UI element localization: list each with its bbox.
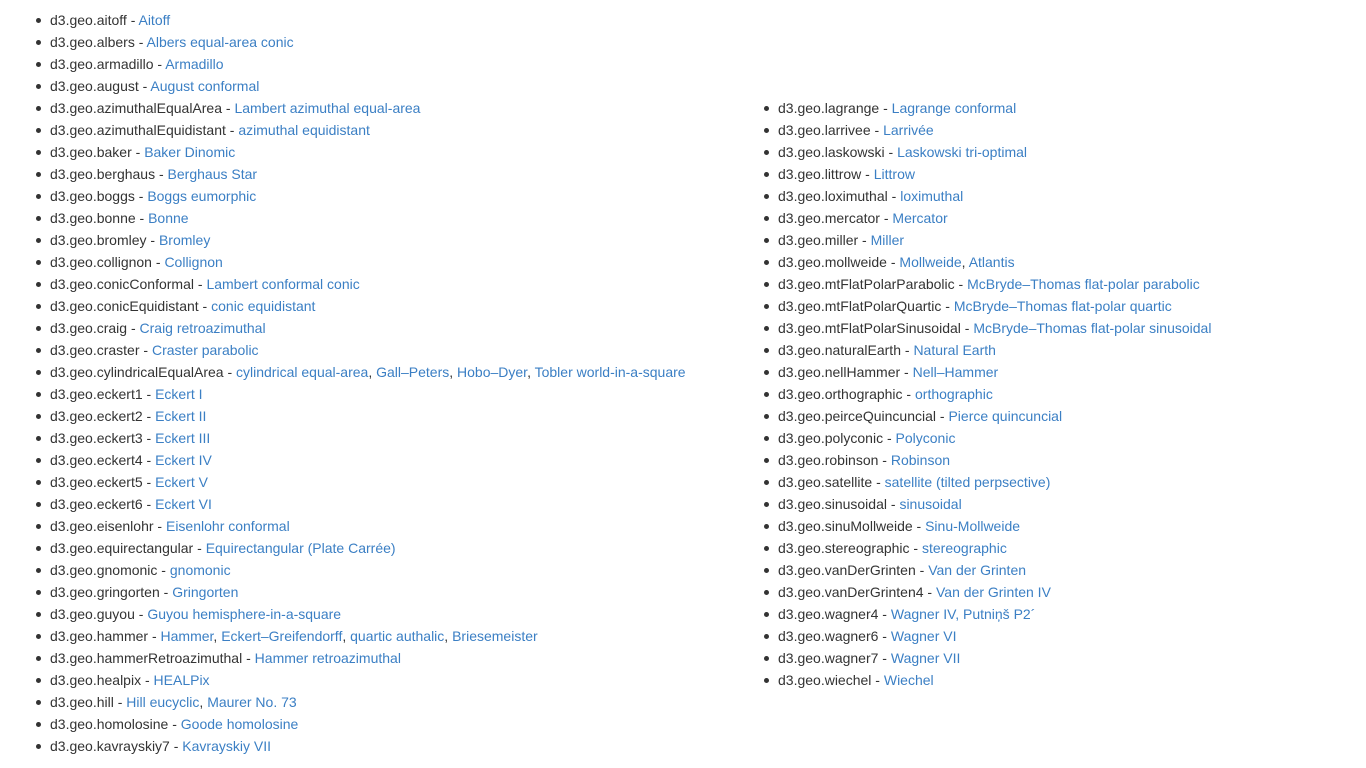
api-name: d3.geo.vanDerGrinten [778,562,916,578]
projection-link[interactable]: Lambert azimuthal equal-area [234,100,421,116]
projection-link[interactable]: Wiechel [883,672,934,688]
list-item: d3.geo.mercator - Mercator [778,207,1211,229]
projection-link[interactable]: Atlantis [968,254,1015,270]
api-name: d3.geo.vanDerGrinten4 [778,584,924,600]
projection-link[interactable]: Mercator [892,210,948,226]
projection-link[interactable]: Lambert conformal conic [206,276,360,292]
list-item: d3.geo.peirceQuincuncial - Pierce quincuncial [778,405,1211,427]
projection-link[interactable]: HEALPix [153,672,210,688]
list-item: d3.geo.lagrange - Lagrange conformal [778,97,1211,119]
api-name: d3.geo.gringorten [50,584,160,600]
api-name: d3.geo.azimuthalEquidistant [50,122,226,138]
projection-link[interactable]: McBryde–Thomas flat-polar parabolic [967,276,1200,292]
list-item: d3.geo.hill - Hill eucyclic, Maurer No. 73 [50,691,686,713]
projection-link[interactable]: Albers equal-area conic [146,34,294,50]
projection-link[interactable]: cylindrical equal-area [236,364,369,380]
projection-link[interactable]: Aitoff [138,12,171,28]
projection-link[interactable]: stereographic [922,540,1007,556]
api-name: d3.geo.eisenlohr [50,518,154,534]
list-item: d3.geo.laskowski - Laskowski tri-optimal [778,141,1211,163]
projection-link[interactable]: Eckert I [155,386,203,402]
list-item: d3.geo.vanDerGrinten4 - Van der Grinten IV [778,581,1211,603]
projection-link[interactable]: Berghaus Star [167,166,258,182]
api-name: d3.geo.mtFlatPolarQuartic [778,298,942,314]
projection-link[interactable]: Eckert V [155,474,208,490]
api-name: d3.geo.littrow [778,166,862,182]
api-name: d3.geo.hammer [50,628,149,644]
api-name: d3.geo.eckert2 [50,408,143,424]
list-item: d3.geo.hammer - Hammer, Eckert–Greifendorff, quartic authalic, Briesemeister [50,625,686,647]
api-name: d3.geo.eckert4 [50,452,143,468]
list-item: d3.geo.littrow - Littrow [778,163,1211,185]
api-name: d3.geo.boggs [50,188,135,204]
api-name: d3.geo.gnomonic [50,562,158,578]
list-item: d3.geo.polyconic - Polyconic [778,427,1211,449]
projection-link[interactable]: Kavrayskiy VII [182,738,271,754]
projection-link[interactable]: Sinu-Mollweide [925,518,1021,534]
list-item: d3.geo.eckert3 - Eckert III [50,427,686,449]
list-item: d3.geo.gnomonic - gnomonic [50,559,686,581]
list-item: d3.geo.bonne - Bonne [50,207,686,229]
projection-link[interactable]: Eckert III [155,430,211,446]
projection-link[interactable]: Bonne [148,210,189,226]
list-item: d3.geo.mtFlatPolarQuartic - McBryde–Thomas flat-polar quartic [778,295,1211,317]
list-item: d3.geo.stereographic - stereographic [778,537,1211,559]
api-name: d3.geo.robinson [778,452,879,468]
projection-link[interactable]: quartic authalic [350,628,445,644]
api-name: d3.geo.naturalEarth [778,342,901,358]
api-name: d3.geo.kavrayskiy7 [50,738,170,754]
list-item: d3.geo.naturalEarth - Natural Earth [778,339,1211,361]
projection-link[interactable]: Laskowski tri-optimal [897,144,1028,160]
list-item: d3.geo.hammerRetroazimuthal - Hammer retroazimuthal [50,647,686,669]
list-item: d3.geo.equirectangular - Equirectangular (Plate Carrée) [50,537,686,559]
projection-link[interactable]: gnomonic [169,562,231,578]
api-name: d3.geo.wagner4 [778,606,879,622]
list-item: d3.geo.wiechel - Wiechel [778,669,1211,691]
list-item: d3.geo.bromley - Bromley [50,229,686,251]
projection-link[interactable]: August conformal [150,78,260,94]
list-item: d3.geo.sinusoidal - sinusoidal [778,493,1211,515]
api-name: d3.geo.mtFlatPolarParabolic [778,276,955,292]
projection-link[interactable]: Goode homolosine [180,716,299,732]
projection-link[interactable]: Collignon [164,254,223,270]
list-item: d3.geo.craig - Craig retroazimuthal [50,317,686,339]
list-item: d3.geo.cylindricalEqualArea - cylindrical equal-area, Gall–Peters, Hobo–Dyer, Tobler world-in-a-square [50,361,686,383]
projection-link[interactable]: Baker Dinomic [144,144,236,160]
projection-link[interactable]: Pierce quincuncial [948,408,1063,424]
projection-link[interactable]: Van der Grinten [928,562,1027,578]
projection-link[interactable]: Robinson [890,452,951,468]
list-item: d3.geo.armadillo - Armadillo [50,53,686,75]
projection-link[interactable]: Eckert IV [155,452,212,468]
list-item: d3.geo.eckert6 - Eckert VI [50,493,686,515]
projection-list-right [778,97,1211,691]
api-name: d3.geo.equirectangular [50,540,194,556]
projection-link[interactable]: Wagner VI [890,628,957,644]
api-name: d3.geo.lagrange [778,100,880,116]
list-item: d3.geo.wagner6 - Wagner VI [778,625,1211,647]
api-name: d3.geo.eckert5 [50,474,143,490]
list-item: d3.geo.sinuMollweide - Sinu-Mollweide [778,515,1211,537]
projection-link[interactable]: Guyou hemisphere-in-a-square [147,606,342,622]
projection-link[interactable]: McBryde–Thomas flat-polar sinusoidal [973,320,1212,336]
api-name: d3.geo.mtFlatPolarSinusoidal [778,320,961,336]
list-item: d3.geo.mollweide - Mollweide, Atlantis [778,251,1211,273]
projection-link[interactable]: Nell–Hammer [912,364,999,380]
api-name: d3.geo.craig [50,320,128,336]
projection-link[interactable]: Eckert VI [155,496,212,512]
list-item: d3.geo.baker - Baker Dinomic [50,141,686,163]
list-item: d3.geo.eckert2 - Eckert II [50,405,686,427]
projection-link[interactable]: Gall–Peters [376,364,450,380]
projection-link[interactable]: Miller [870,232,905,248]
projection-link[interactable]: Wagner VII [890,650,961,666]
api-name: d3.geo.hammerRetroazimuthal [50,650,243,666]
projection-link[interactable]: Hammer [160,628,214,644]
api-name: d3.geo.stereographic [778,540,910,556]
list-item: d3.geo.azimuthalEqualArea - Lambert azimuthal equal-area [50,97,686,119]
api-name: d3.geo.eckert1 [50,386,143,402]
api-name: d3.geo.hill [50,694,114,710]
projection-link[interactable]: Tobler world-in-a-square [534,364,686,380]
projection-link[interactable]: satellite (tilted perpsective) [884,474,1051,490]
list-item: d3.geo.gringorten - Gringorten [50,581,686,603]
list-item: d3.geo.albers - Albers equal-area conic [50,31,686,53]
list-item: d3.geo.berghaus - Berghaus Star [50,163,686,185]
api-name: d3.geo.mollweide [778,254,887,270]
api-name: d3.geo.homolosine [50,716,169,732]
list-item: d3.geo.loximuthal - loximuthal [778,185,1211,207]
api-name: d3.geo.sinusoidal [778,496,887,512]
api-name: d3.geo.guyou [50,606,135,622]
projection-link[interactable]: Mollweide [899,254,962,270]
api-name: d3.geo.laskowski [778,144,885,160]
list-item: d3.geo.eisenlohr - Eisenlohr conformal [50,515,686,537]
projection-link[interactable]: Gringorten [172,584,239,600]
list-item: d3.geo.conicEquidistant - conic equidistant [50,295,686,317]
projection-link[interactable]: Wagner IV, Putniņš P2´ [890,606,1036,622]
projection-link[interactable]: Maurer No. 73 [207,694,297,710]
projection-link[interactable]: loximuthal [900,188,964,204]
list-item: d3.geo.eckert4 - Eckert IV [50,449,686,471]
api-name: d3.geo.albers [50,34,135,50]
list-item: d3.geo.wagner7 - Wagner VII [778,647,1211,669]
projection-link[interactable]: sinusoidal [899,496,962,512]
api-name: d3.geo.larrivee [778,122,871,138]
api-name: d3.geo.eckert6 [50,496,143,512]
list-item: d3.geo.orthographic - orthographic [778,383,1211,405]
api-name: d3.geo.sinuMollweide [778,518,913,534]
api-name: d3.geo.wiechel [778,672,872,688]
list-item: d3.geo.collignon - Collignon [50,251,686,273]
list-item: d3.geo.eckert5 - Eckert V [50,471,686,493]
list-item: d3.geo.vanDerGrinten - Van der Grinten [778,559,1211,581]
projection-link[interactable]: Equirectangular (Plate Carrée) [205,540,396,556]
list-item: d3.geo.august - August conformal [50,75,686,97]
projection-link[interactable]: conic equidistant [211,298,316,314]
api-name: d3.geo.berghaus [50,166,156,182]
projection-link[interactable]: Lagrange conformal [891,100,1017,116]
api-name: d3.geo.wagner6 [778,628,879,644]
api-name: d3.geo.healpix [50,672,142,688]
list-item: d3.geo.robinson - Robinson [778,449,1211,471]
projection-link[interactable]: Eisenlohr conformal [165,518,290,534]
projection-list-left [50,9,686,757]
projection-link[interactable]: Eckert–Greifendorff [221,628,343,644]
list-item: d3.geo.mtFlatPolarSinusoidal - McBryde–Thomas flat-polar sinusoidal [778,317,1211,339]
api-name: d3.geo.bromley [50,232,147,248]
list-item: d3.geo.homolosine - Goode homolosine [50,713,686,735]
api-name: d3.geo.polyconic [778,430,884,446]
projection-link[interactable]: Polyconic [895,430,956,446]
api-name: d3.geo.conicConformal [50,276,194,292]
api-name: d3.geo.azimuthalEqualArea [50,100,223,116]
list-item: d3.geo.satellite - satellite (tilted perpsective) [778,471,1211,493]
api-name: d3.geo.conicEquidistant [50,298,199,314]
projection-link[interactable]: orthographic [915,386,993,402]
projection-link[interactable]: Van der Grinten IV [936,584,1051,600]
api-name: d3.geo.satellite [778,474,873,490]
list-item: d3.geo.nellHammer - Nell–Hammer [778,361,1211,383]
projection-link[interactable]: Craig retroazimuthal [139,320,266,336]
list-item: d3.geo.healpix - HEALPix [50,669,686,691]
list-item: d3.geo.azimuthalEquidistant - azimuthal equidistant [50,119,686,141]
api-name: d3.geo.orthographic [778,386,903,402]
list-item: d3.geo.miller - Miller [778,229,1211,251]
api-name: d3.geo.armadillo [50,56,154,72]
api-name: d3.geo.peirceQuincuncial [778,408,936,424]
list-item: d3.geo.craster - Craster parabolic [50,339,686,361]
api-name: d3.geo.baker [50,144,132,160]
api-name: d3.geo.cylindricalEqualArea [50,364,224,380]
api-name: d3.geo.wagner7 [778,650,879,666]
projection-link[interactable]: Hill eucyclic [126,694,200,710]
api-name: d3.geo.miller [778,232,859,248]
projection-link[interactable]: azimuthal equidistant [238,122,370,138]
projection-link[interactable]: Armadillo [165,56,224,72]
projection-link[interactable]: Natural Earth [913,342,996,358]
list-item: d3.geo.boggs - Boggs eumorphic [50,185,686,207]
projection-link[interactable]: Larrivée [883,122,934,138]
list-item: d3.geo.wagner4 - Wagner IV, Putniņš P2´ [778,603,1211,625]
list-item: d3.geo.conicConformal - Lambert conformal conic [50,273,686,295]
projection-link[interactable]: Eckert II [155,408,207,424]
list-item: d3.geo.kavrayskiy7 - Kavrayskiy VII [50,735,686,757]
api-name: d3.geo.loximuthal [778,188,888,204]
list-item: d3.geo.eckert1 - Eckert I [50,383,686,405]
projection-link[interactable]: McBryde–Thomas flat-polar quartic [953,298,1172,314]
api-name: d3.geo.nellHammer [778,364,901,380]
api-name: d3.geo.collignon [50,254,152,270]
projection-link[interactable]: Craster parabolic [151,342,259,358]
list-item: d3.geo.mtFlatPolarParabolic - McBryde–Thomas flat-polar parabolic [778,273,1211,295]
projection-link[interactable]: Hammer retroazimuthal [254,650,401,666]
api-name: d3.geo.aitoff [50,12,127,28]
api-name: d3.geo.eckert3 [50,430,143,446]
api-name: d3.geo.craster [50,342,140,358]
projection-link[interactable]: Briesemeister [452,628,538,644]
list-item: d3.geo.guyou - Guyou hemisphere-in-a-square [50,603,686,625]
projection-link[interactable]: Boggs eumorphic [147,188,257,204]
projection-link[interactable]: Hobo–Dyer [457,364,528,380]
list-item: d3.geo.aitoff - Aitoff [50,9,686,31]
projection-link[interactable]: Bromley [158,232,211,248]
api-name: d3.geo.august [50,78,139,94]
api-name: d3.geo.bonne [50,210,136,226]
projection-link[interactable]: Littrow [873,166,915,182]
list-item: d3.geo.larrivee - Larrivée [778,119,1211,141]
api-name: d3.geo.mercator [778,210,880,226]
